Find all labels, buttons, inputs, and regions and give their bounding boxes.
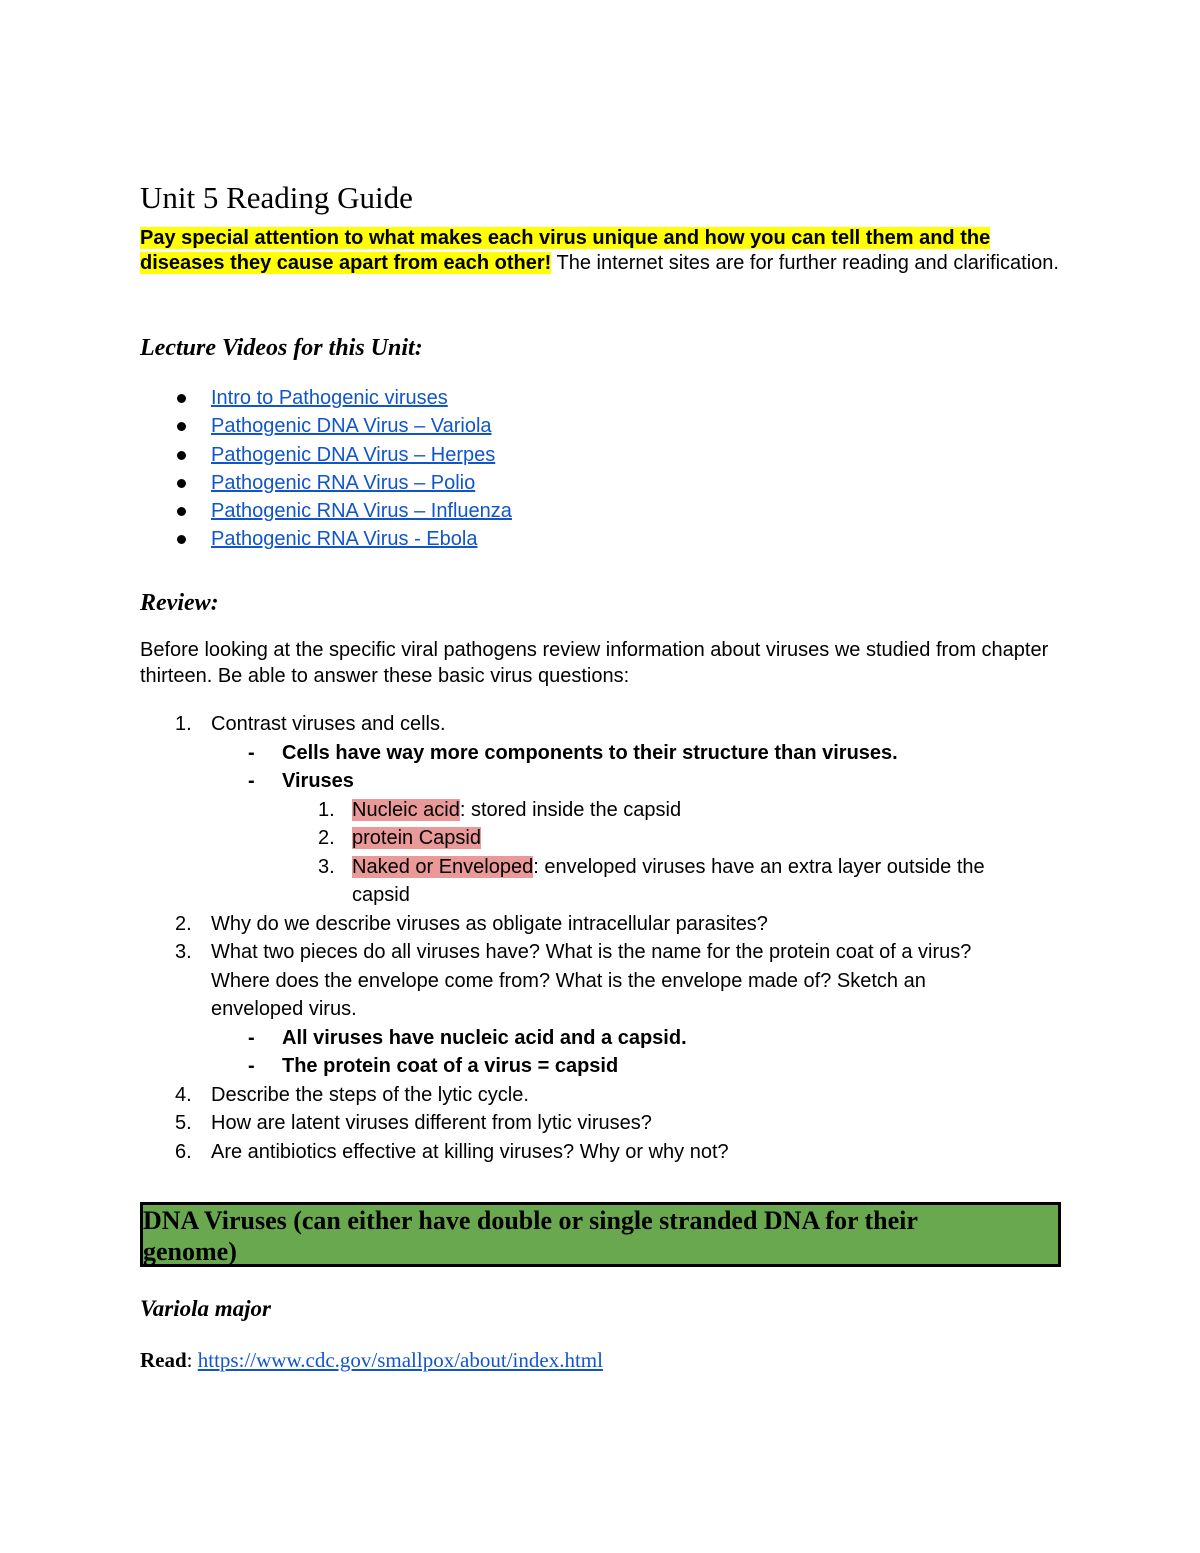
list-item [140, 412, 512, 440]
bullet-icon [177, 479, 186, 488]
dash-marker: - [248, 741, 255, 764]
read-label: Read [140, 1348, 187, 1372]
highlighted-term: Nucleic acid [352, 798, 460, 821]
question-1 [140, 710, 1065, 739]
term-description: : stored inside the capsid [459, 798, 682, 821]
virus-part-continuation [140, 881, 1065, 910]
answer-text: All viruses have nucleic acid and a capsid. [282, 1026, 687, 1049]
read-separator: : [186, 1348, 198, 1372]
question-4 [140, 1081, 1065, 1110]
question-2 [140, 910, 1065, 939]
bullet-icon [177, 451, 186, 460]
virus-part-item [140, 796, 1065, 825]
dna-viruses-section-header [140, 1202, 1061, 1267]
question-number: 3. [175, 941, 192, 963]
lecture-videos-heading: Lecture Videos for this Unit: [140, 335, 423, 361]
question-number: 4. [175, 1083, 192, 1106]
question-text-line: What two pieces do all viruses have? What is the name for the protein coat of a virus? [211, 941, 972, 963]
read-line [140, 1346, 603, 1374]
list-item [140, 384, 512, 412]
question-text: Why do we describe viruses as obligate intracellular parasites? [211, 912, 768, 935]
question-number: 2. [175, 912, 192, 935]
sub-number: 3. [318, 855, 335, 878]
question-text-line: Where does the envelope come from? What is the envelope made of? Sketch an [211, 969, 926, 992]
list-item [140, 497, 512, 525]
question-text-line: enveloped virus. [211, 998, 357, 1020]
continuation-text: capsid [352, 884, 410, 906]
dash-marker: - [248, 1026, 255, 1049]
sub-number: 1. [318, 798, 335, 821]
video-link-influenza[interactable]: Pathogenic RNA Virus – Influenza [211, 500, 512, 523]
question-3 [140, 938, 1065, 1024]
bullet-icon [177, 422, 186, 431]
virus-part-item [140, 853, 1065, 882]
list-item [140, 469, 512, 497]
answer-item [140, 739, 1065, 768]
list-item [140, 441, 512, 469]
answer-text: The protein coat of a virus = capsid [282, 1055, 619, 1077]
answer-item [140, 767, 1065, 796]
variola-heading: Variola major [140, 1296, 272, 1321]
video-link-intro[interactable]: Intro to Pathogenic viruses [211, 387, 448, 409]
answer-item [140, 1052, 1065, 1081]
highlighted-term: Naked or Enveloped [352, 855, 534, 878]
question-text: Contrast viruses and cells. [211, 713, 446, 735]
highlighted-term: protein Capsid [352, 827, 481, 849]
intro-highlight: Pay special attention to what makes each virus unique and how you can tell them and the diseases they cause apart from each other! [140, 227, 991, 274]
question-number: 6. [175, 1140, 192, 1163]
question-text: Describe the steps of the lytic cycle. [211, 1083, 529, 1106]
list-item [140, 525, 512, 553]
answer-text: Viruses [282, 770, 354, 792]
sub-number: 2. [318, 827, 335, 849]
question-number: 1. [175, 713, 192, 735]
video-link-variola[interactable]: Pathogenic DNA Virus – Variola [211, 415, 492, 438]
section-header-line: DNA Viruses (can either have double or single stranded DNA for their [143, 1206, 918, 1235]
dash-marker: - [248, 770, 255, 792]
video-link-ebola[interactable]: Pathogenic RNA Virus - Ebola [211, 528, 478, 551]
question-text: How are latent viruses different from lytic viruses? [211, 1112, 652, 1134]
bullet-icon [177, 535, 186, 544]
bullet-icon [177, 507, 186, 516]
lecture-video-list [140, 384, 512, 554]
answer-item [140, 1024, 1065, 1053]
section-header-line: genome) [143, 1237, 237, 1266]
cdc-smallpox-link[interactable]: https://www.cdc.gov/smallpox/about/index.html [197, 1348, 603, 1372]
term-description: : enveloped viruses have an extra layer outside the [533, 855, 985, 878]
question-text: Are antibiotics effective at killing viruses? Why or why not? [211, 1140, 729, 1163]
intro-rest: The internet sites are for further reading and clarification. [551, 252, 1059, 274]
question-number: 5. [175, 1112, 192, 1134]
dash-marker: - [248, 1055, 255, 1077]
virus-part-item [140, 824, 1065, 853]
review-heading: Review: [140, 590, 219, 616]
question-5 [140, 1109, 1065, 1138]
question-6 [140, 1138, 1065, 1167]
review-paragraph: Before looking at the specific viral pathogens review information about viruses we studied from chapter thirteen. Be able to answer these basic virus questions: [140, 639, 1049, 687]
question-list [140, 710, 1065, 1166]
intro-paragraph [140, 226, 1065, 276]
bullet-icon [177, 394, 186, 403]
page-title: Unit 5 Reading Guide [140, 180, 413, 215]
video-link-herpes[interactable]: Pathogenic DNA Virus – Herpes [211, 443, 496, 466]
video-link-polio[interactable]: Pathogenic RNA Virus – Polio [211, 471, 476, 494]
answer-text: Cells have way more components to their structure than viruses. [282, 741, 898, 764]
